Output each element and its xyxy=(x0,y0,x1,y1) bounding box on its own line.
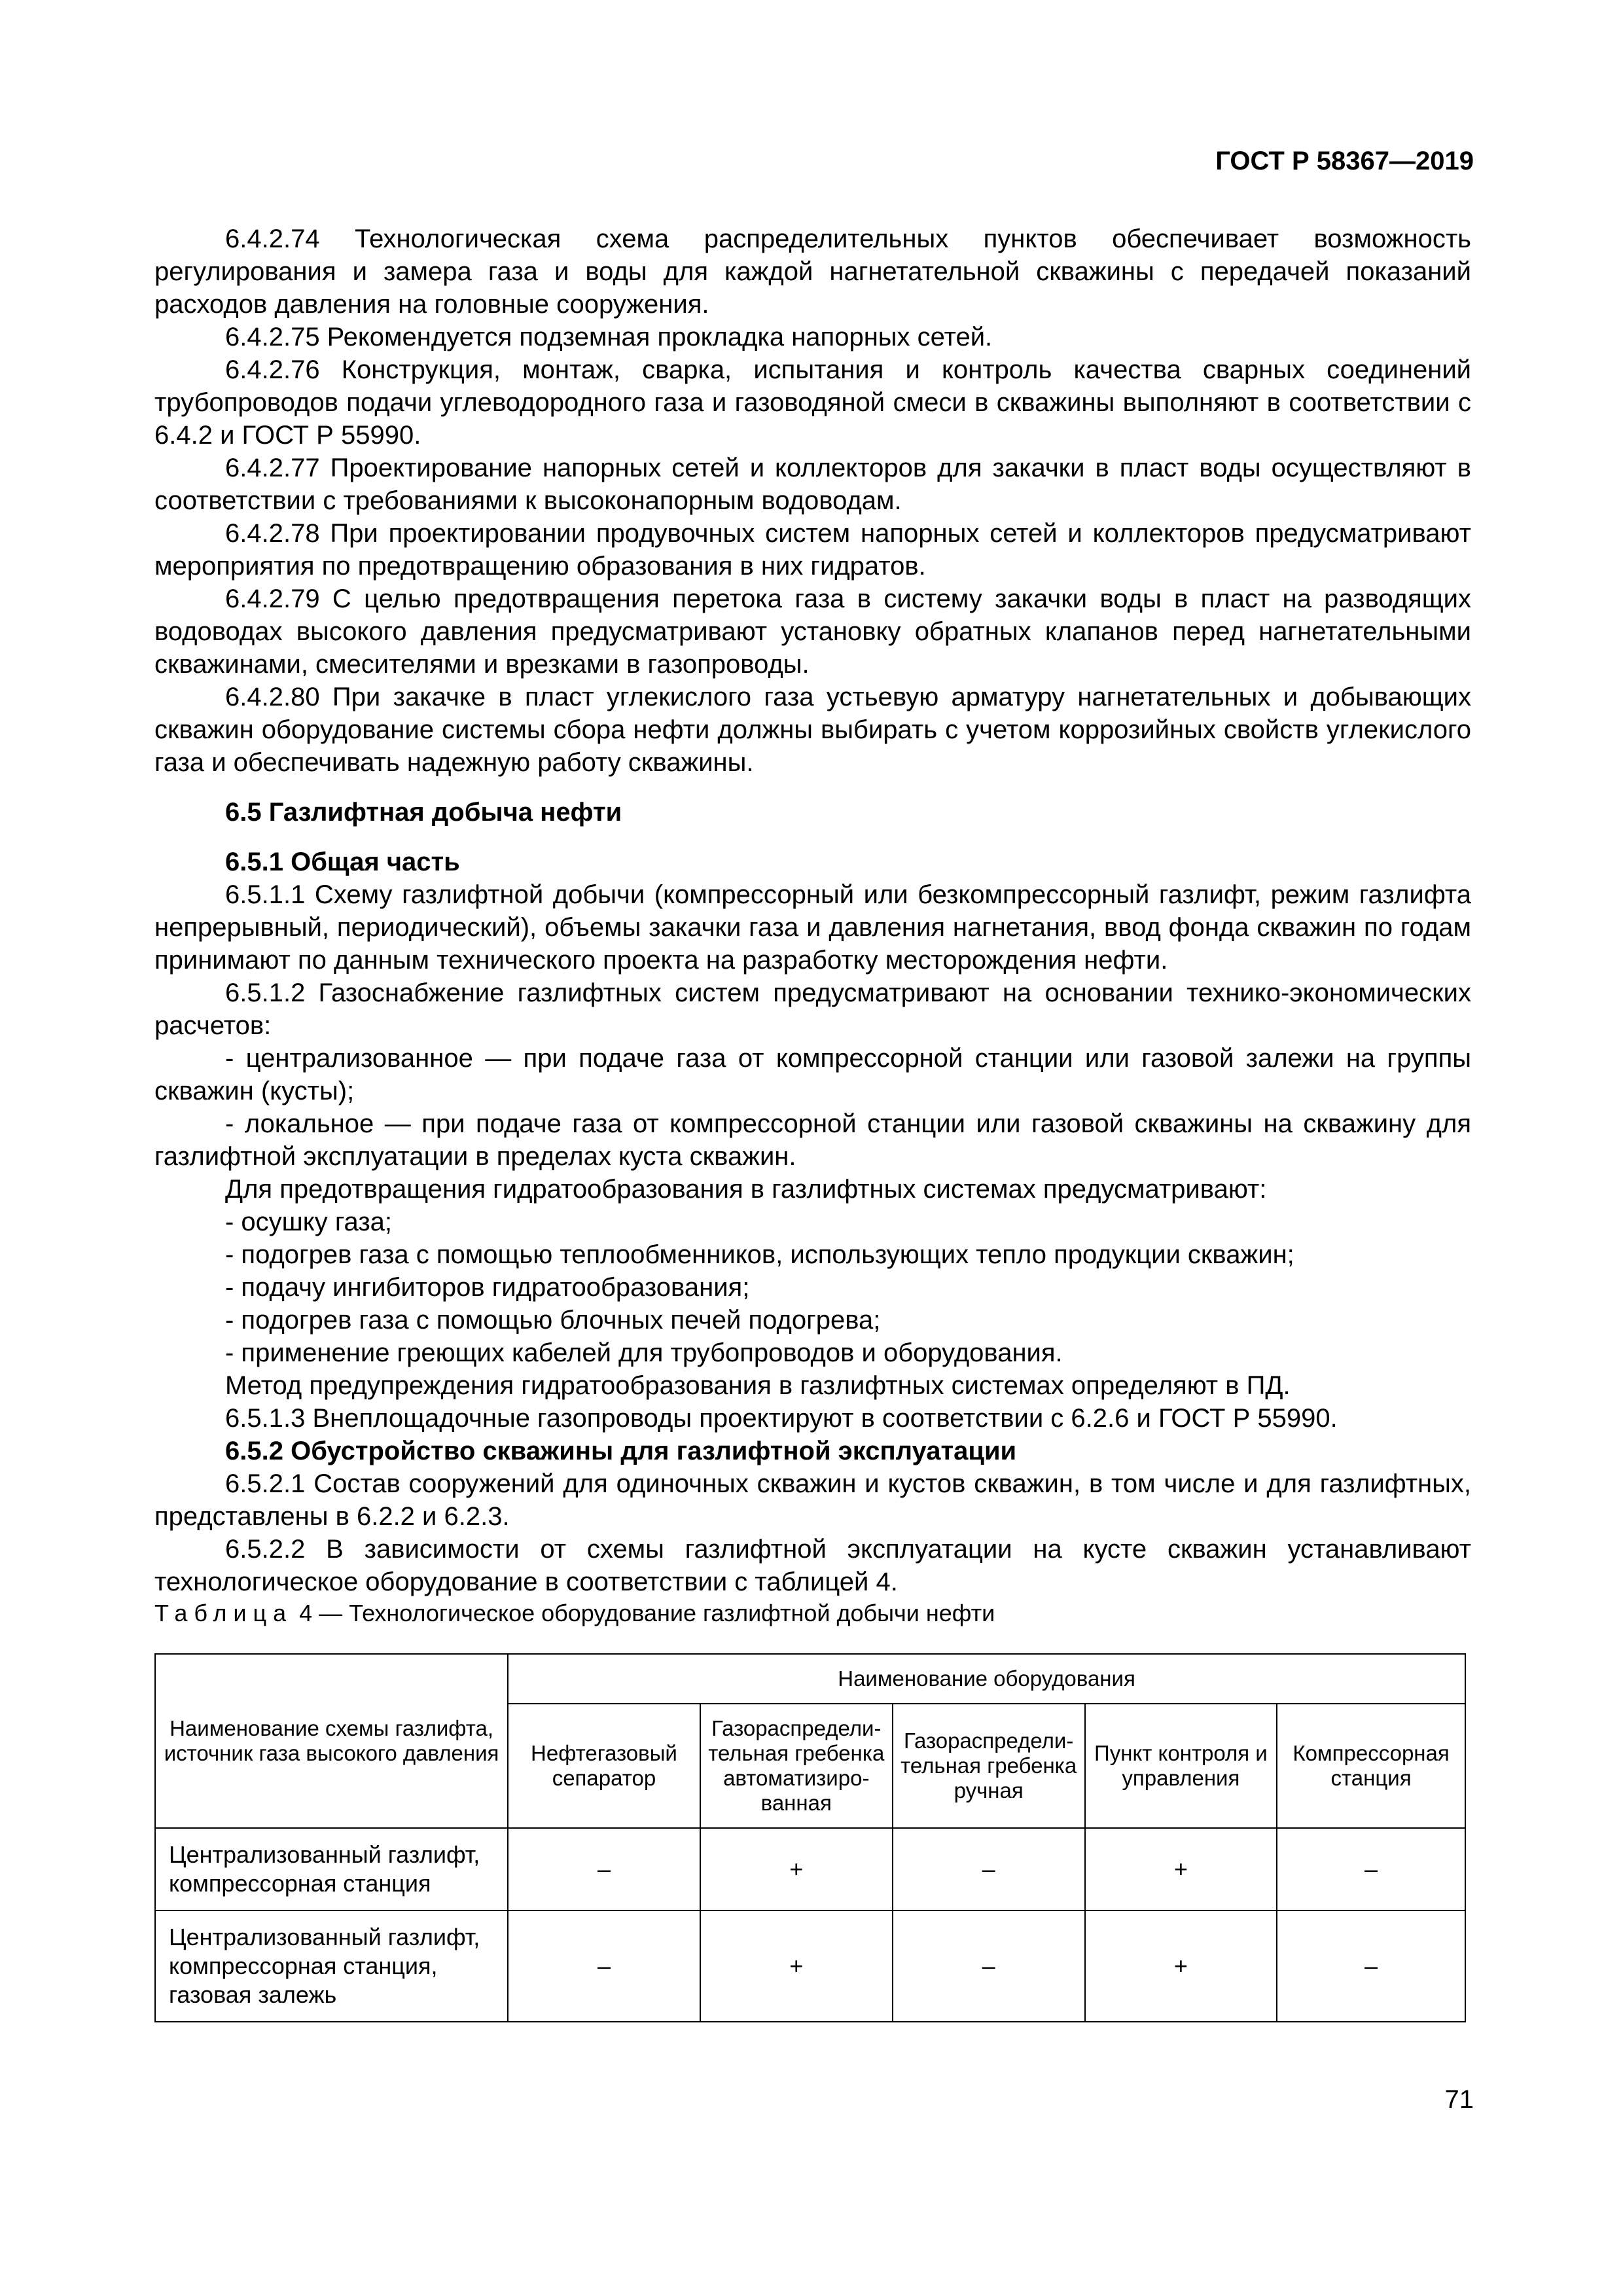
paragraph-6-4-2-79: 6.4.2.79 С целью предотвращения перетока газа в систему закачки воды в пласт на разводящих водоводах высокого давления предусматривают установку обратных клапанов перед нагнетательными скважинами, смесителями и врезками в газопроводы. xyxy=(154,584,1471,679)
table-header-manual-manifold: Газораспредели-тельная гребенка ручная xyxy=(893,1704,1085,1828)
table-caption-text: 4 — Технологическое оборудование газлифтной добычи нефти xyxy=(293,1600,995,1626)
paragraph-6-4-2-80: 6.4.2.80 При закачке в пласт углекислого газа устьевую арматуру нагнетательных и добывающих скважин оборудование системы сбора нефти должны выбирать с учетом коррозийных свойств углекислого газа и обеспечивать надежную работу скважины. xyxy=(154,683,1471,777)
list-item-hydrate: - применение греющих кабелей для трубопроводов и оборудования. xyxy=(225,1338,1063,1367)
paragraph-6-5-2-2: 6.5.2.2 В зависимости от схемы газлифтной эксплуатации на кусте скважин устанавливают технологическое оборудование в соответствии с таблицей 4. xyxy=(154,1535,1471,1596)
table-cell-scheme: Централизованный газлифт, компрессорная станция xyxy=(155,1828,508,1910)
paragraph-6-4-2-75: 6.4.2.75 Рекомендуется подземная прокладка напорных сетей. xyxy=(225,323,993,351)
table-row xyxy=(155,1828,1465,1910)
paragraph-6-5-1-1: 6.5.1.1 Схему газлифтной добычи (компрессорный или безкомпрессорный газлифт, режим газлифта непрерывный, периодический), объемы закачки газа и давления нагнетания, ввод фонда скважин по годам принимают по данным технического проекта на разработку месторождения нефти. xyxy=(154,880,1471,975)
table-cell-scheme: Централизованный газлифт, компрессорная станция, газовая залежь xyxy=(155,1910,508,2022)
list-item-local: - локальное — при подаче газа от компрессорной станции или газовой скважины на скважину для газлифтной эксплуатации в пределах куста скважин. xyxy=(154,1109,1471,1171)
table-header-compressor-station: Компрессорная станция xyxy=(1277,1704,1465,1828)
table-header-equipment-group: Наименование оборудования xyxy=(508,1654,1465,1704)
subsection-heading-6-5-2: 6.5.2 Обустройство скважины для газлифтной эксплуатации xyxy=(225,1437,1017,1465)
table-cell-mark: – xyxy=(508,1910,700,2022)
paragraph-6-5-2-1: 6.5.2.1 Состав сооружений для одиночных скважин и кустов скважин, в том числе и для газлифтных, представлены в 6.2.2 и 6.2.3. xyxy=(154,1469,1471,1531)
paragraph-6-4-2-74: 6.4.2.74 Технологическая схема распределительных пунктов обеспечивает возможность регулирования и замера газа и воды для каждой нагнетательной скважины с передачей показаний расходов давления на головные сооружения. xyxy=(154,224,1471,319)
paragraph-6-5-1-2: 6.5.1.2 Газоснабжение газлифтных систем предусматривают на основании технико-экономических расчетов: xyxy=(154,978,1471,1040)
table-cell-mark: + xyxy=(700,1828,893,1910)
table-caption xyxy=(154,1598,1471,1628)
table-header-row xyxy=(155,1654,1465,1704)
paragraph-6-4-2-76: 6.4.2.76 Конструкция, монтаж, сварка, испытания и контроль качества сварных соединений трубопроводов подачи углеводородного газа и газоводяной смеси в скважины выполняют в соответствии с 6.4.2 и ГОСТ Р 55990. xyxy=(154,355,1471,450)
paragraph-6-4-2-78: 6.4.2.78 При проектировании продувочных систем напорных сетей и коллекторов предусматривают мероприятия по предотвращению образования в них гидратов. xyxy=(154,519,1471,581)
paragraph-6-5-1-3: 6.5.1.3 Внеплощадочные газопроводы проектируют в соответствии с 6.2.6 и ГОСТ Р 55990. xyxy=(225,1404,1338,1433)
document-body xyxy=(154,223,1471,2022)
page-number: 71 xyxy=(1444,2085,1474,2114)
paragraph-method: Метод предупреждения гидратообразования в газлифтных системах определяют в ПД. xyxy=(225,1371,1291,1400)
table-cell-mark: + xyxy=(1085,1910,1277,2022)
table-cell-mark: + xyxy=(700,1910,893,2022)
table-header-auto-manifold: Газораспредели-тельная гребенка автоматизиро-ванная xyxy=(700,1704,893,1828)
table-cell-mark: – xyxy=(893,1910,1085,2022)
list-item-hydrate: - подачу ингибиторов гидратообразования; xyxy=(225,1273,750,1302)
paragraph-6-4-2-77: 6.4.2.77 Проектирование напорных сетей и коллекторов для закачки в пласт воды осуществляют в соответствии с требованиями к высоконапорным водоводам. xyxy=(154,454,1471,515)
table-caption-label: Таблица xyxy=(154,1600,293,1626)
document-code-header: ГОСТ Р 58367—2019 xyxy=(1215,147,1474,175)
table-header-control-point: Пункт контроля и управления xyxy=(1085,1704,1277,1828)
list-item-centralized: - централизованное — при подаче газа от компрессорной станции или газовой залежи на группы скважин (кусты); xyxy=(154,1044,1471,1105)
list-item-hydrate: - подогрев газа с помощью блочных печей подогрева; xyxy=(225,1306,881,1335)
table-cell-mark: – xyxy=(1277,1828,1465,1910)
table-row xyxy=(155,1910,1465,2022)
table-cell-mark: – xyxy=(893,1828,1085,1910)
table-cell-mark: + xyxy=(1085,1828,1277,1910)
table-cell-mark: – xyxy=(1277,1910,1465,2022)
section-heading-6-5: 6.5 Газлифтная добыча нефти xyxy=(225,798,622,827)
table-header-scheme: Наименование схемы газлифта, источник газа высокого давления xyxy=(155,1654,508,1828)
equipment-table xyxy=(154,1653,1466,2022)
table-cell-mark: – xyxy=(508,1828,700,1910)
list-item-hydrate: - подогрев газа с помощью теплообменников, использующих тепло продукции скважин; xyxy=(225,1240,1294,1269)
list-item-hydrate: - осушку газа; xyxy=(225,1208,393,1236)
subsection-heading-6-5-1: 6.5.1 Общая часть xyxy=(225,848,460,876)
table-header-separator: Нефтегазовый сепаратор xyxy=(508,1704,700,1828)
paragraph-hydrate-intro: Для предотвращения гидратообразования в газлифтных системах предусматривают: xyxy=(225,1175,1267,1204)
